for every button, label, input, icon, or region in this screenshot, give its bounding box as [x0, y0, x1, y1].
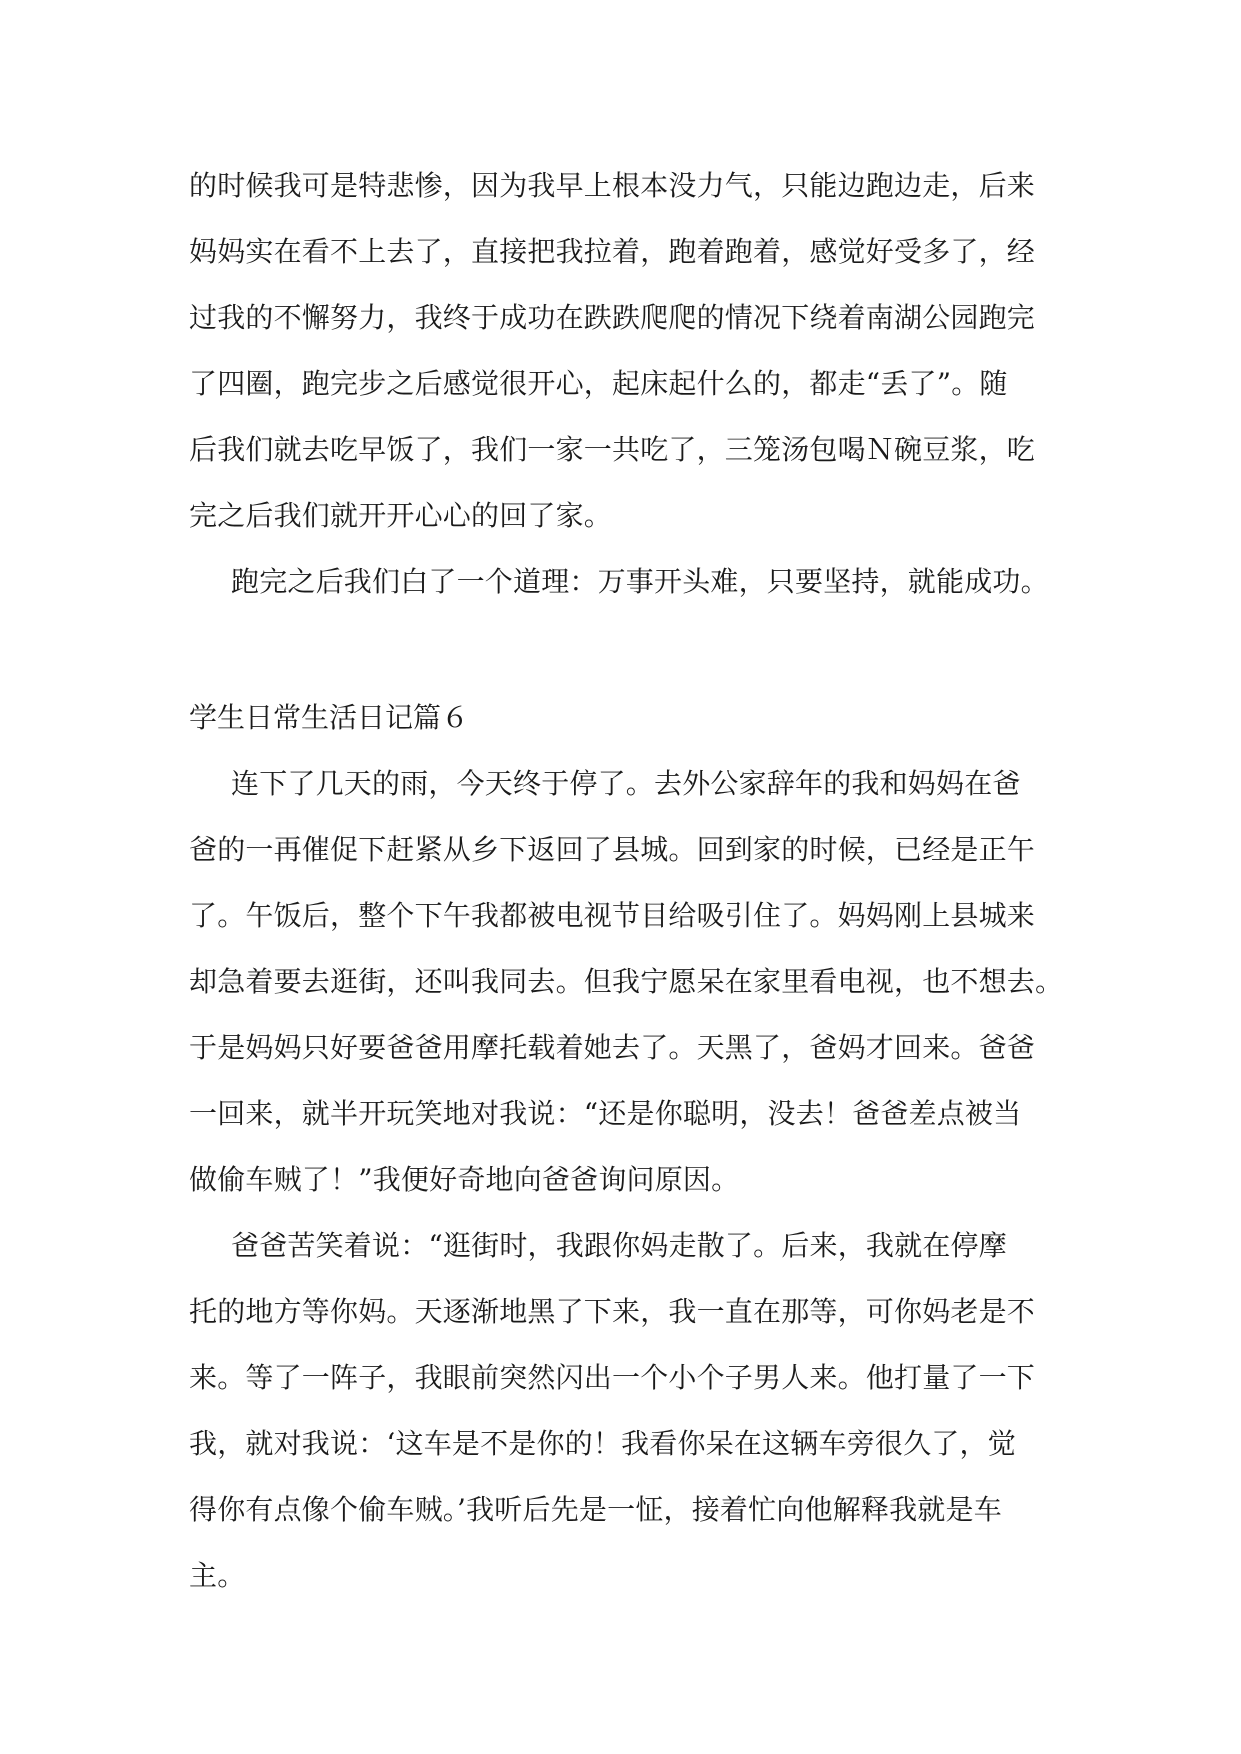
- text-line: 做偷车贼了！”我便好奇地向爸爸询问原因。: [189, 1163, 740, 1196]
- text-line: 连下了几天的雨，今天终于停了。去外公家辞年的我和妈妈在爸: [231, 767, 1021, 800]
- section-spacer: [189, 615, 1069, 685]
- paragraph-3: [189, 751, 1069, 1213]
- text-line: 于是妈妈只好要爸爸用摩托载着她去了。天黑了，爸妈才回来。爸爸: [189, 1031, 1036, 1064]
- text-line: 了。午饭后，整个下午我都被电视节目给吸引住了。妈妈刚上县城来: [189, 899, 1036, 932]
- text-line: 跑完之后我们白了一个道理：万事开头难，只要坚持，就能成功。: [231, 565, 1049, 598]
- text-line: 的时候我可是特悲惨，因为我早上根本没力气，只能边跑边走，后来: [189, 169, 1036, 202]
- text-line: 得你有点像个偷车贼。’我听后先是一怔，接着忙向他解释我就是车: [189, 1493, 1002, 1526]
- text-line: 了四圈，跑完步之后感觉很开心，起床起什么的，都走“丢了”。随: [189, 367, 1008, 400]
- paragraph-4: [189, 1213, 1069, 1609]
- text-line: 妈妈实在看不上去了，直接把我拉着，跑着跑着，感觉好受多了，经: [189, 235, 1036, 268]
- text-line: 来。等了一阵子，我眼前突然闪出一个小个子男人来。他打量了一下: [189, 1361, 1036, 1394]
- paragraph-2: [189, 549, 1069, 615]
- text-line: 完之后我们就开开心心的回了家。: [189, 499, 613, 532]
- text-line: 后我们就去吃早饭了，我们一家一共吃了，三笼汤包喝Ｎ碗豆浆，吃: [189, 433, 1036, 466]
- text-line: 我，就对我说：‘这车是不是你的！我看你呆在这辆车旁很久了，觉: [189, 1427, 1016, 1460]
- text-line: 托的地方等你妈。天逐渐地黑了下来，我一直在那等，可你妈老是不: [189, 1295, 1036, 1328]
- paragraph-1: [189, 153, 1069, 549]
- text-line: 爸的一再催促下赶紧从乡下返回了县城。回到家的时候，已经是正午: [189, 833, 1036, 866]
- document-body: [189, 153, 1069, 1609]
- section-heading: 学生日常生活日记篇６: [189, 701, 470, 734]
- text-line: 主。: [189, 1559, 246, 1592]
- text-line: 过我的不懈努力，我终于成功在跌跌爬爬的情况下绕着南湖公园跑完: [189, 301, 1036, 334]
- text-line: 爸爸苦笑着说：“逛街时，我跟你妈走散了。后来，我就在停摩: [231, 1229, 1007, 1262]
- text-line: 一回来，就半开玩笑地对我说：“还是你聪明，没去！爸爸差点被当: [189, 1097, 1022, 1130]
- text-line: 却急着要去逛街，还叫我同去。但我宁愿呆在家里看电视，也不想去。: [189, 965, 1064, 998]
